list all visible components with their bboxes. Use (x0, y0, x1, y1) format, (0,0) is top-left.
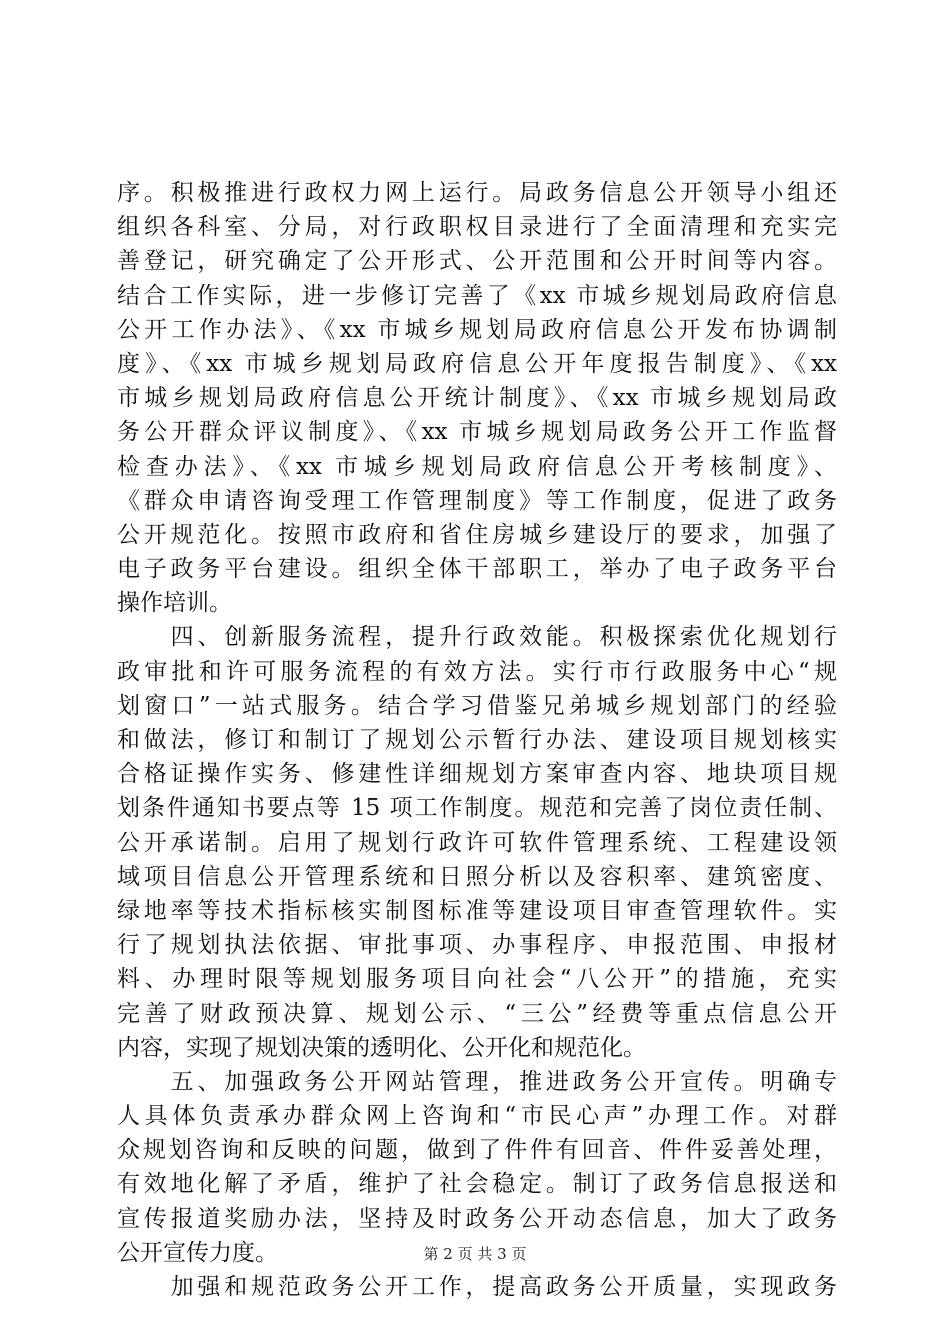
text-line: 公开工作办法》、《xx 市城乡规划局政府信息公开发布协调制 (117, 316, 837, 343)
text-line: 料、办理时限等规划服务项目向社会“八公开”的措施，充实 (117, 966, 837, 993)
body-text (117, 176, 837, 1304)
text-line: 操作培训。 (117, 590, 232, 617)
text-line: 《群众申请咨询受理工作管理制度》等工作制度，促进了政务 (117, 487, 837, 514)
page-footer: 第 2 页 共 3 页 (423, 1245, 527, 1263)
text-line: 公开承诺制。启用了规划行政许可软件管理系统、工程建设领 (117, 829, 837, 856)
text-line: 宣传报道奖励办法，坚持及时政务公开动态信息，加大了政务 (117, 1205, 837, 1232)
text-line: 和做法，修订和制订了规划公示暂行办法、建设项目规划核实 (117, 727, 837, 753)
text-line: 序。积极推进行政权力网上运行。局政务信息公开领导小组还 (117, 180, 837, 206)
text-line: 五、加强政务公开网站管理，推进政务公开宣传。明确专 (117, 1068, 837, 1095)
text-line: 内容，实现了规划决策的透明化、公开化和规范化。 (117, 1034, 646, 1061)
text-line: 加强和规范政务公开工作，提高政务公开质量，实现政务 (117, 1274, 837, 1300)
text-line: 检查办法》、《xx 市城乡规划局政府信息公开考核制度》、 (117, 453, 837, 480)
text-line: 划窗口”一站式服务。结合学习借鉴兄弟城乡规划部门的经验 (117, 692, 837, 719)
text-line: 完善了财政预决算、规划公示、“三公”经费等重点信息公开 (117, 1000, 837, 1027)
text-line: 有效地化解了矛盾，维护了社会稳定。制订了政务信息报送和 (117, 1171, 837, 1198)
text-line: 行了规划执法依据、审批事项、办事程序、申报范围、申报材 (117, 932, 837, 959)
text-line: 结合工作实际，进一步修订完善了《xx 市城乡规划局政府信息 (117, 282, 837, 309)
text-line: 四、创新服务流程，提升行政效能。积极探索优化规划行 (117, 624, 837, 651)
text-line: 域项目信息公开管理系统和日照分析以及容积率、建筑密度、 (117, 863, 837, 890)
text-line: 众规划咨询和反映的问题，做到了件件有回音、件件妥善处理， (117, 1137, 837, 1164)
text-line: 合格证操作实务、修建性详细规划方案审查内容、地块项目规 (117, 761, 837, 788)
text-line: 务公开群众评议制度》、《xx 市城乡规划局政务公开工作监督 (117, 419, 837, 446)
text-line: 公开宣传力度。 (117, 1239, 278, 1266)
text-line: 市城乡规划局政府信息公开统计制度》、《xx 市城乡规划局政 (117, 385, 837, 412)
text-line: 政审批和许可服务流程的有效方法。实行市行政服务中心“规 (117, 658, 837, 685)
text-line: 电子政务平台建设。组织全体干部职工，举办了电子政务平台 (117, 556, 837, 583)
text-line: 人具体负责承办群众网上咨询和“市民心声”办理工作。对群 (117, 1103, 837, 1130)
text-line: 绿地率等技术指标核实制图标准等建设项目审查管理软件。实 (117, 897, 837, 924)
text-line: 度》、《xx 市城乡规划局政府信息公开年度报告制度》、《xx (117, 350, 837, 377)
text-line: 善登记，研究确定了公开形式、公开范围和公开时间等内容。 (117, 248, 837, 275)
text-line: 公开规范化。按照市政府和省住房城乡建设厅的要求，加强了 (117, 521, 837, 548)
text-line: 组织各科室、分局，对行政职权目录进行了全面清理和充实完 (117, 214, 837, 241)
text-line: 划条件通知书要点等 15 项工作制度。规范和完善了岗位责任制、 (117, 795, 837, 822)
